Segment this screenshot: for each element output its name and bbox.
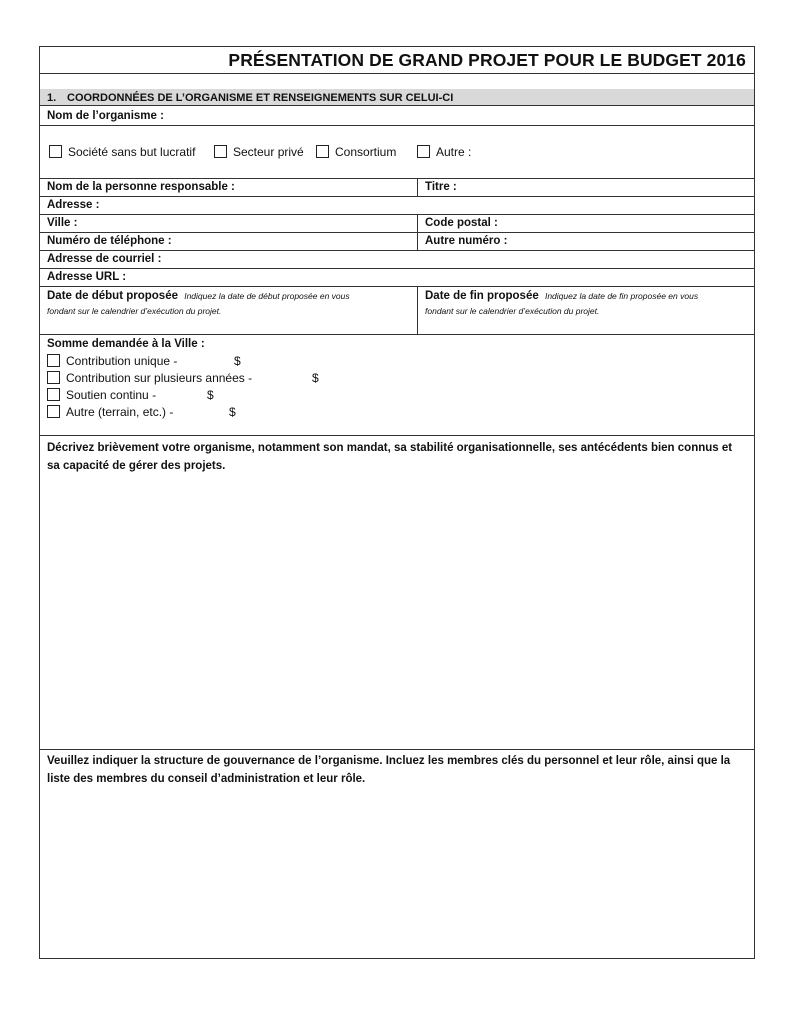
email-label: Adresse de courriel : — [47, 253, 162, 265]
org-name-label: Nom de l’organisme : — [47, 110, 164, 122]
checkbox[interactable] — [47, 388, 60, 401]
city-label: Ville : — [47, 217, 78, 229]
postal-code-label: Code postal : — [425, 217, 498, 229]
section-heading: COORDONNÉES DE L’ORGANISME ET RENSEIGNEMENTS SUR CELUI-CI — [67, 92, 454, 104]
org-type-other[interactable] — [417, 144, 471, 160]
currency-symbol: $ — [207, 388, 214, 402]
start-date-hint-cont: fondant sur le calendrier d’exécution du projet. — [47, 306, 222, 316]
divider — [40, 125, 754, 126]
section-number: 1. — [47, 92, 57, 104]
amount-option-label: Soutien continu - — [66, 388, 157, 402]
divider — [40, 435, 754, 436]
responsible-label: Nom de la personne responsable : — [47, 181, 235, 193]
checkbox[interactable] — [214, 145, 227, 158]
divider — [40, 268, 754, 269]
currency-symbol: $ — [234, 354, 241, 368]
divider — [40, 73, 754, 74]
amount-option-ongoing[interactable] — [47, 387, 214, 403]
divider — [417, 178, 418, 196]
form-title: PRÉSENTATION DE GRAND PROJET POUR LE BUDGET 2016 — [228, 50, 746, 70]
divider — [40, 334, 754, 335]
checkbox[interactable] — [316, 145, 329, 158]
amount-option-single[interactable] — [47, 353, 241, 369]
currency-symbol: $ — [229, 405, 236, 419]
amount-option-label: Contribution sur plusieurs années - — [66, 371, 253, 385]
url-label: Adresse URL : — [47, 271, 127, 283]
divider — [40, 178, 754, 179]
divider — [40, 232, 754, 233]
other-number-label: Autre numéro : — [425, 235, 508, 247]
amount-option-other[interactable] — [47, 404, 236, 420]
amount-heading: Somme demandée à la Ville : — [47, 338, 205, 350]
divider — [40, 196, 754, 197]
divider — [40, 286, 754, 287]
governance-prompt: Veuillez indiquer la structure de gouvernance de l’organisme. Incluez les membres clés du personnel et leur rôle, ainsi que la liste des membres du conseil d’administration et leur rôle. — [47, 755, 731, 785]
divider — [417, 286, 418, 334]
org-type-consortium[interactable] — [316, 144, 396, 160]
checkbox[interactable] — [47, 405, 60, 418]
checkbox[interactable] — [47, 371, 60, 384]
divider — [40, 105, 754, 106]
org-type-label: Secteur privé — [233, 145, 304, 159]
phone-label: Numéro de téléphone : — [47, 235, 172, 247]
title-label: Titre : — [425, 181, 457, 193]
org-type-nonprofit[interactable] — [49, 144, 195, 160]
budget-project-form — [39, 46, 755, 959]
org-type-label: Autre : — [436, 145, 472, 159]
org-type-label: Société sans but lucratif — [68, 145, 196, 159]
checkbox[interactable] — [47, 354, 60, 367]
amount-option-label: Autre (terrain, etc.) - — [66, 405, 174, 419]
org-type-label: Consortium — [335, 145, 397, 159]
describe-org-answer-area[interactable] — [40, 477, 754, 749]
org-type-private[interactable] — [214, 144, 304, 160]
governance-answer-area[interactable] — [40, 792, 754, 958]
checkbox[interactable] — [417, 145, 430, 158]
amount-option-label: Contribution unique - — [66, 354, 178, 368]
describe-org-prompt: Décrivez brièvement votre organisme, notamment son mandat, sa stabilité organisationnelle, ses antécédents bien connus et sa capacité de gérer des projets. — [47, 442, 733, 472]
start-date-hint: Indiquez la date de début proposée en vous — [184, 291, 350, 301]
end-date-hint: Indiquez la date de fin proposée en vous — [544, 291, 699, 301]
end-date-hint-cont: fondant sur le calendrier d’exécution du projet. — [425, 306, 600, 316]
checkbox[interactable] — [49, 145, 62, 158]
start-date-field — [47, 289, 350, 303]
end-date-field — [425, 289, 698, 303]
currency-symbol: $ — [312, 371, 319, 385]
divider — [40, 250, 754, 251]
address-label: Adresse : — [47, 199, 100, 211]
end-date-label: Date de fin proposée — [425, 290, 539, 302]
start-date-label: Date de début proposée — [47, 290, 178, 302]
divider — [40, 749, 754, 750]
amount-option-multi-year[interactable] — [47, 370, 319, 386]
divider — [40, 214, 754, 215]
